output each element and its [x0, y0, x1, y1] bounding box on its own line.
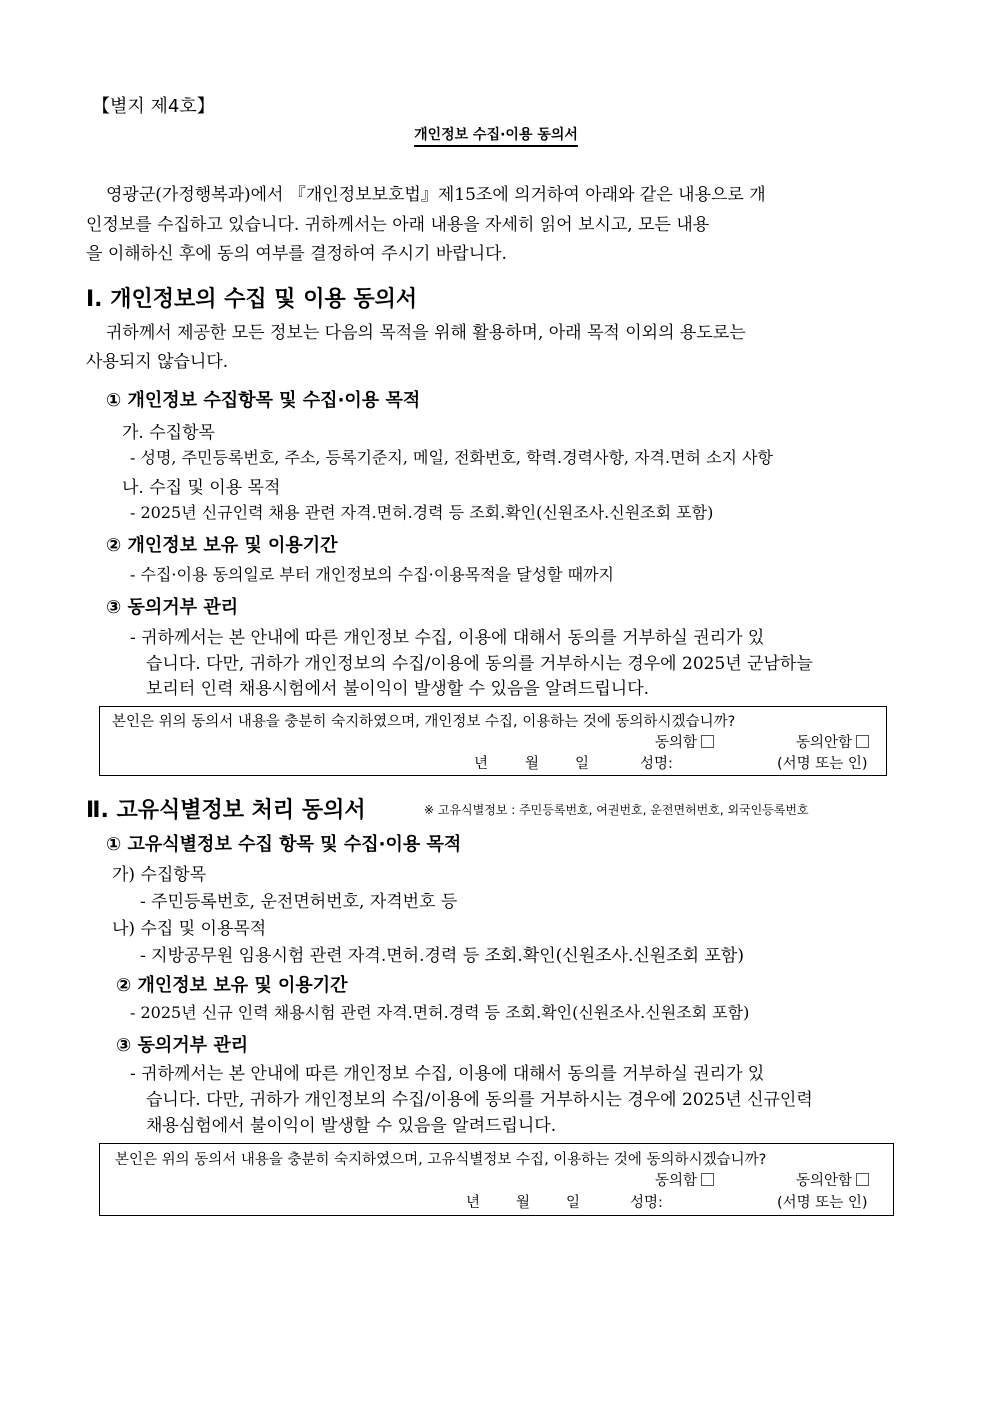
section-1-refusal-line-1: - 귀하께서는 본 안내에 따른 개인정보 수집, 이용에 대해서 동의를 거부하실 권리가 있	[130, 628, 765, 648]
intro-line-1: 영광군(가정행복과)에서 『개인정보보호법』제15조에 의거하여 아래와 같은 내용으로 개	[106, 185, 766, 205]
page-title-text: 개인정보 수집·이용 동의서	[414, 127, 578, 143]
consent-1-year: 년	[474, 756, 489, 772]
section-1-item-a-label: 가. 수집항목	[122, 423, 215, 443]
consent-box-2-question: 본인은 위의 동의서 내용을 충분히 숙지하였으며, 고유식별정보 수집, 이용하는 것에 동의하시겠습니까?	[115, 1152, 767, 1168]
section-2-item-b-label: 나) 수집 및 이용목적	[112, 919, 267, 939]
section-2-item-b-text: - 지방공무원 임용시험 관련 자격.면허.경력 등 조회.확인(신원조사.신원조회 포함)	[140, 946, 744, 966]
consent-2-day: 일	[566, 1195, 581, 1211]
consent-1-agree-label: 동의함	[655, 735, 698, 751]
consent-2-agree-checkbox[interactable]	[701, 1173, 714, 1186]
consent-1-signature: (서명 또는 인)	[777, 756, 868, 772]
consent-1-month: 월	[525, 756, 540, 772]
section-1-item-b-text: - 2025년 신규인력 채용 관련 자격.면허.경력 등 조회.확인(신원조사.신원조회 포함)	[130, 503, 714, 522]
section-1-sub-2-text: - 수집·이용 동의일로 부터 개인정보의 수집·이용목적을 달성할 때까지	[130, 565, 614, 584]
section-1-desc-line-2: 사용되지 않습니다.	[86, 352, 229, 372]
consent-1-disagree-label: 동의안함	[796, 735, 853, 751]
section-2-item-a-label: 가) 수집항목	[112, 865, 207, 885]
consent-1-day: 일	[575, 756, 590, 772]
section-2-sub-2-text: - 2025년 신규 인력 채용시험 관련 자격.면허.경력 등 조회.확인(신원조사.신원조회 포함)	[130, 1003, 750, 1022]
consent-2-year: 년	[466, 1195, 481, 1211]
section-2-sub-3-heading: ③ 동의거부 관리	[116, 1035, 249, 1056]
section-1-desc-line-1: 귀하께서 제공한 모든 정보는 다음의 목적을 위해 활용하며, 아래 목적 이외의 용도로는	[106, 323, 746, 343]
section-1-sub-2-heading: ② 개인정보 보유 및 이용기간	[106, 535, 338, 556]
section-2-sub-2-heading: ② 개인정보 보유 및 이용기간	[116, 975, 348, 996]
section-1-sub-1-heading: ① 개인정보 수집항목 및 수집·이용 목적	[106, 390, 421, 411]
section-2-refusal-line-3: 채용심험에서 불이익이 발생할 수 있음을 알려드립니다.	[146, 1116, 557, 1136]
section-1-refusal-line-2: 습니다. 다만, 귀하가 개인정보의 수집/이용에 동의를 거부하시는 경우에 2025년 군남하늘	[146, 654, 813, 674]
section-2-refusal-line-2: 습니다. 다만, 귀하가 개인정보의 수집/이용에 동의를 거부하시는 경우에 2025년 신규인력	[146, 1090, 813, 1110]
section-1-heading: Ⅰ. 개인정보의 수집 및 이용 동의서	[86, 287, 418, 312]
section-2-refusal-line-1: - 귀하께서는 본 안내에 따른 개인정보 수집, 이용에 대해서 동의를 거부하실 권리가 있	[130, 1064, 765, 1084]
consent-2-disagree-checkbox[interactable]	[856, 1173, 869, 1186]
consent-2-agree[interactable]	[655, 1169, 714, 1190]
section-2-sub-1-heading: ① 고유식별정보 수집 항목 및 수집·이용 목적	[106, 834, 462, 855]
consent-2-disagree-label: 동의안함	[796, 1173, 853, 1189]
consent-1-name-label: 성명:	[640, 756, 673, 772]
consent-1-disagree-checkbox[interactable]	[856, 735, 869, 748]
consent-2-name-label: 성명:	[630, 1195, 663, 1211]
intro-line-3: 을 이해하신 후에 동의 여부를 결정하여 주시기 바랍니다.	[86, 244, 507, 264]
section-1-item-b-label: 나. 수집 및 이용 목적	[122, 478, 281, 498]
consent-2-disagree[interactable]	[796, 1169, 869, 1190]
attachment-label: 【별지 제4호】	[92, 96, 215, 117]
intro-line-2: 인정보를 수집하고 있습니다. 귀하께서는 아래 내용을 자세히 읽어 보시고, 모든 내용	[86, 215, 710, 235]
consent-box-1-question: 본인은 위의 동의서 내용을 충분히 숙지하였으며, 개인정보 수집, 이용하는 것에 동의하시겠습니까?	[112, 714, 736, 730]
section-1-sub-3-heading: ③ 동의거부 관리	[106, 597, 239, 618]
section-1-item-a-text: - 성명, 주민등록번호, 주소, 등록기준지, 메일, 전화번호, 학력.경력사항, 자격.면허 소지 사항	[130, 448, 773, 467]
consent-1-disagree[interactable]	[796, 731, 869, 752]
consent-2-month: 월	[516, 1195, 531, 1211]
section-2-note: ※ 고유식별정보 : 주민등록번호, 여권번호, 운전면허번호, 외국인등록번호	[424, 803, 809, 817]
consent-2-signature: (서명 또는 인)	[777, 1195, 868, 1211]
consent-2-agree-label: 동의함	[655, 1173, 698, 1189]
section-2-item-a-text: - 주민등록번호, 운전면허번호, 자격번호 등	[140, 892, 458, 912]
section-2-heading: Ⅱ. 고유식별정보 처리 동의서	[86, 798, 366, 823]
page-title	[0, 124, 992, 144]
section-1-refusal-line-3: 보리터 인력 채용시험에서 불이익이 발생할 수 있음을 알려드립니다.	[146, 679, 650, 699]
consent-1-agree[interactable]	[655, 731, 714, 752]
consent-1-agree-checkbox[interactable]	[701, 735, 714, 748]
